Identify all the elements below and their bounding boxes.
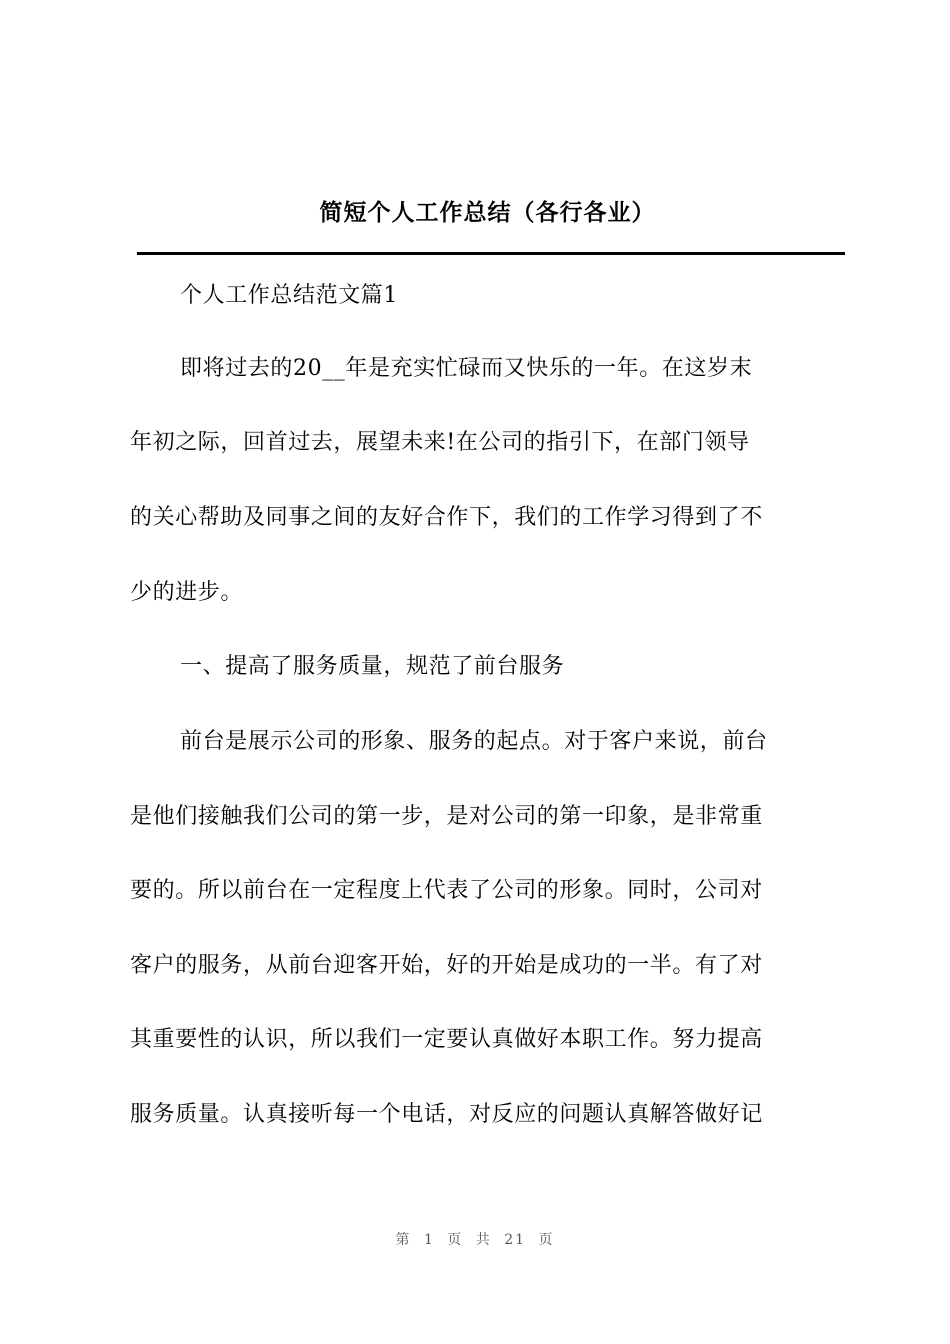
paragraph-2-line-6: 服务质量。认真接听每一个电话，对反应的问题认真解答做好记 (130, 1102, 763, 1127)
paragraph-1-line-1: 即将过去的20__年是充实忙碌而又快乐的一年。在这岁末 (180, 356, 753, 381)
title-divider (137, 252, 845, 255)
paragraph-2-line-4: 客户的服务，从前台迎客开始，好的开始是成功的一半。有了对 (130, 953, 763, 978)
document-title: 简短个人工作总结（各行各业） (319, 199, 656, 226)
paragraph-1-line-3: 的关心帮助及同事之间的友好合作下，我们的工作学习得到了不 (130, 505, 763, 530)
section-1-heading: 一、提高了服务质量，规范了前台服务 (180, 654, 565, 679)
paragraph-2-line-5: 其重要性的认识，所以我们一定要认真做好本职工作。努力提高 (130, 1027, 763, 1052)
paragraph-1-line-4: 少的进步。 (130, 580, 244, 605)
paragraph-2-line-2: 是他们接触我们公司的第一步，是对公司的第一印象，是非常重 (130, 804, 763, 829)
paragraph-2-line-1: 前台是展示公司的形象、服务的起点。对于客户来说，前台 (180, 729, 768, 754)
section-heading-article-1: 个人工作总结范文篇1 (180, 283, 398, 308)
paragraph-2-line-3: 要的。所以前台在一定程度上代表了公司的形象。同时，公司对 (130, 878, 763, 903)
paragraph-1-line-2: 年初之际，回首过去，展望未来!在公司的指引下，在部门领导 (130, 430, 750, 455)
page-number-footer: 第 1 页 共 21 页 (395, 1232, 555, 1248)
